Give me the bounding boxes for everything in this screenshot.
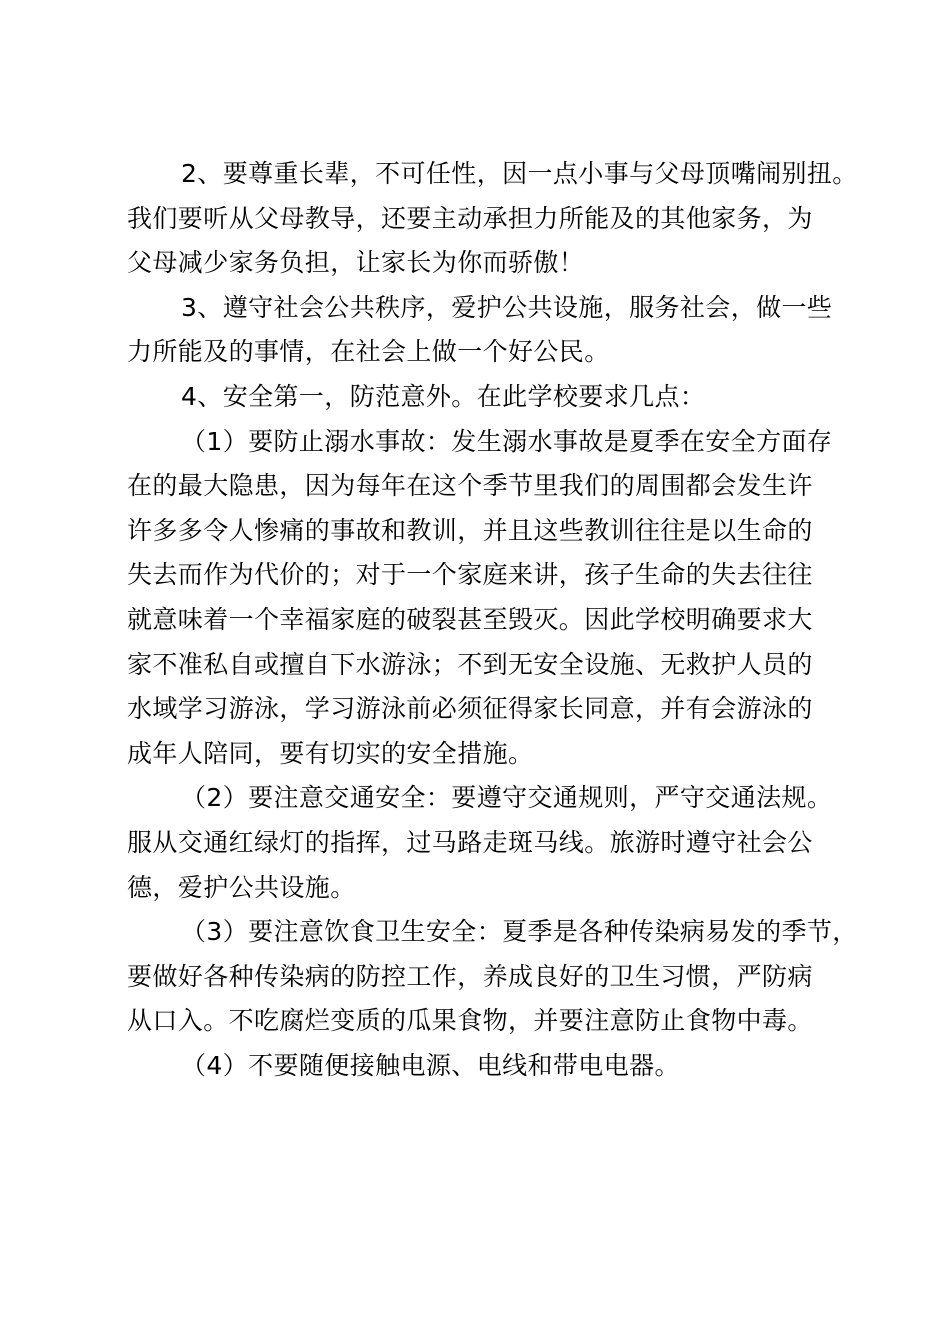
paragraph-public-order: [127, 286, 857, 375]
paragraph-safety-first: [127, 375, 857, 420]
paragraph-line: 4、安全第一，防范意外。在此学校要求几点：: [181, 381, 706, 411]
document-body: [127, 152, 857, 1088]
paragraph-line: （2）要注意交通安全：要遵守交通规则，严守交通法规。: [181, 783, 833, 813]
paragraph-line: 失去而作为代价的；对于一个家庭来讲，孩子生命的失去往往: [127, 560, 813, 590]
paragraph-line: 3、遵守社会公共秩序，爱护公共设施，服务社会，做一些: [181, 292, 833, 322]
paragraph-line: 我们要听从父母教导，还要主动承担力所能及的其他家务，为: [127, 203, 813, 233]
paragraph-line: （4）不要随便接触电源、电线和带电电器。: [181, 1050, 680, 1080]
paragraph-line: 在的最大隐患，因为每年在这个季节里我们的周围都会发生许: [127, 471, 813, 501]
paragraph-drowning-prevention: [127, 420, 857, 777]
paragraph-line: （1）要防止溺水事故：发生溺水事故是夏季在安全方面存: [181, 426, 833, 456]
paragraph-electrical-safety: [127, 1044, 857, 1089]
paragraph-line: 从口入。不吃腐烂变质的瓜果食物，并要注意防止食物中毒。: [127, 1006, 813, 1036]
paragraph-line: （3）要注意饮食卫生安全：夏季是各种传染病易发的季节，: [181, 917, 858, 947]
paragraph-traffic-safety: [127, 776, 857, 910]
paragraph-line: 力所能及的事情，在社会上做一个好公民。: [127, 337, 610, 367]
paragraph-line: 父母减少家务负担，让家长为你而骄傲！: [127, 248, 585, 278]
paragraph-line: 成年人陪同，要有切实的安全措施。: [127, 738, 534, 768]
paragraph-line: 就意味着一个幸福家庭的破裂甚至毁灭。因此学校明确要求大: [127, 604, 813, 634]
paragraph-line: 2、要尊重长辈，不可任性，因一点小事与父母顶嘴闹别扭。: [181, 159, 858, 188]
paragraph-line: 家不准私自或擅自下水游泳；不到无安全设施、无救护人员的: [127, 649, 813, 679]
paragraph-food-safety: [127, 910, 857, 1044]
paragraph-respect-elders: [127, 152, 857, 286]
paragraph-line: 水域学习游泳，学习游泳前必须征得家长同意，并有会游泳的: [127, 694, 813, 724]
paragraph-line: 许多多令人惨痛的事故和教训，并且这些教训往往是以生命的: [127, 515, 813, 545]
paragraph-line: 要做好各种传染病的防控工作，养成良好的卫生习惯，严防病: [127, 961, 813, 991]
paragraph-line: 服从交通红绿灯的指挥，过马路走斑马线。旅游时遵守社会公: [127, 827, 813, 857]
paragraph-line: 德，爱护公共设施。: [127, 872, 356, 902]
